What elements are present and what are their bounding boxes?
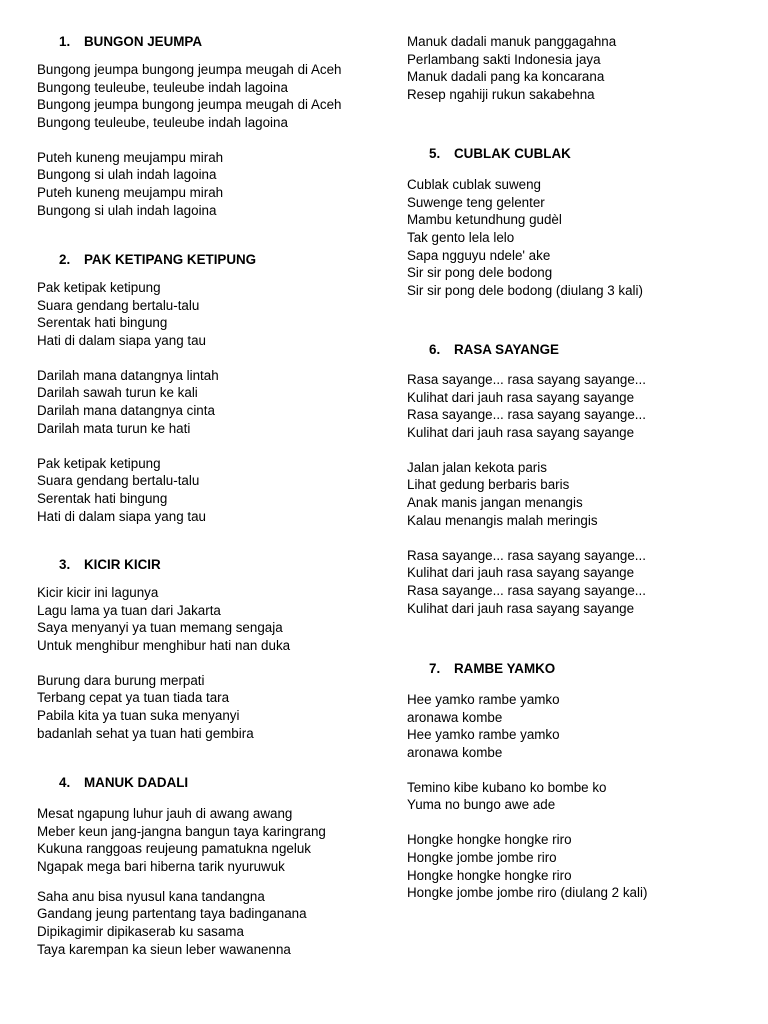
song-number: 7.: [429, 661, 441, 676]
stanza: [37, 672, 377, 743]
song-4: [37, 774, 377, 959]
lyric-line: Suara gendang bertalu-talu: [37, 473, 200, 489]
song-name: PAK KETIPANG KETIPUNG: [84, 252, 257, 267]
lyric-line: Jalan jalan kekota paris: [407, 459, 547, 475]
lyric-line: Bungong si ulah indah lagoina: [37, 167, 217, 183]
lyric-line: Lihat gedung berbaris baris: [407, 477, 570, 493]
lyric-line: Taya karempan ka sieun leber wawanenna: [37, 941, 291, 957]
song-number: 5.: [429, 146, 441, 161]
stanza: [407, 779, 747, 814]
song-name: CUBLAK CUBLAK: [454, 146, 571, 161]
stanza: [407, 459, 747, 530]
song-name: RAMBE YAMKO: [454, 661, 556, 676]
song-7: [407, 660, 747, 902]
lyric-line: Kulihat dari jauh rasa sayang sayange: [407, 389, 635, 405]
lyric-line: Rasa sayange... rasa sayang sayange...: [407, 372, 646, 387]
lyric-line: Temino kibe kubano ko bombe ko: [407, 779, 607, 795]
song-title: [407, 660, 747, 678]
song-title: [37, 33, 377, 51]
lyric-line: Pak ketipak ketipung: [37, 280, 161, 295]
song-name: KICIR KICIR: [84, 557, 161, 572]
lyric-line: Mambu ketundhung gudèl: [407, 212, 562, 228]
lyric-line: Burung dara burung merpati: [37, 672, 205, 688]
lyric-line: Saya menyanyi ya tuan memang sengaja: [37, 620, 283, 636]
lyric-line: Gandang jeung partentang taya badinganana: [37, 906, 307, 922]
lyric-line: Rasa sayange... rasa sayang sayange...: [407, 407, 646, 423]
lyric-line: Hongke hongke hongke riro: [407, 832, 572, 848]
stanza: [37, 805, 377, 876]
song-1: [37, 33, 377, 220]
lyric-line: Sir sir pong dele bodong (diulang 3 kali): [407, 283, 643, 299]
lyric-line: Untuk menghibur menghibur hati nan duka: [37, 638, 291, 654]
lyric-line: Kukuna ranggoas reujeung pamatukna ngeluk: [37, 841, 311, 857]
lyric-line: Rasa sayange... rasa sayang sayange...: [407, 547, 646, 563]
lyric-line: Manuk dadali manuk panggagahna: [407, 34, 617, 49]
lyric-line: Bungong jeumpa bungong jeumpa meugah di Aceh: [37, 97, 342, 113]
lyric-line: Hee yamko rambe yamko: [407, 727, 560, 743]
lyric-line: Serentak hati bingung: [37, 490, 168, 506]
lyric-line: Kulihat dari jauh rasa sayang sayange: [407, 600, 635, 616]
lyric-line: Kalau menangis malah meringis: [407, 512, 598, 528]
lyric-line: Bungong teuleube, teuleube indah lagoina: [37, 79, 288, 95]
stanza: [407, 33, 747, 104]
stanza: [37, 455, 377, 526]
lyric-line: Bungong jeumpa bungong jeumpa meugah di Aceh: [37, 62, 342, 77]
lyric-line: Anak manis jangan menangis: [407, 495, 583, 511]
lyric-line: Bungong teuleube, teuleube indah lagoina: [37, 115, 288, 131]
lyric-line: Serentak hati bingung: [37, 315, 168, 331]
lyric-line: Dipikagimir dipikaserab ku sasama: [37, 924, 244, 940]
song-3: [37, 556, 377, 743]
lyric-line: Darilah mana datangnya lintah: [37, 367, 219, 383]
song-2: [37, 251, 377, 525]
stanza: [407, 547, 747, 618]
lyric-line: Puteh kuneng meujampu mirah: [37, 149, 224, 165]
song-title: [37, 556, 377, 574]
lyric-line: Cublak cublak suweng: [407, 177, 541, 192]
song-4-continued: [407, 33, 747, 104]
song-number: 1.: [59, 34, 71, 49]
lyric-line: Saha anu bisa nyusul kana tandangna: [37, 888, 265, 904]
stanza: [407, 176, 747, 300]
lyric-line: Sir sir pong dele bodong: [407, 265, 553, 281]
stanza: [37, 367, 377, 438]
lyric-line: Suara gendang bertalu-talu: [37, 297, 200, 313]
lyric-line: Ngapak mega bari hiberna tarik nyuruwuk: [37, 859, 285, 875]
lyric-line: Yuma no bungo awe ade: [407, 797, 556, 813]
song-name: RASA SAYANGE: [454, 342, 559, 357]
lyric-line: Suwenge teng gelenter: [407, 194, 545, 210]
lyric-line: Hongke jombe jombe riro (diulang 2 kali): [407, 885, 648, 901]
song-title: [37, 251, 377, 269]
song-title: [407, 341, 747, 359]
lyric-line: Darilah mana datangnya cinta: [37, 403, 215, 419]
lyric-line: Pabila kita ya tuan suka menyanyi: [37, 708, 240, 724]
lyric-line: Pak ketipak ketipung: [37, 455, 161, 471]
lyric-line: badanlah sehat ya tuan hati gembira: [37, 725, 254, 741]
song-5: [407, 145, 747, 300]
lyric-line: Kicir kicir ini lagunya: [37, 585, 159, 600]
lyric-line: Hongke hongke hongke riro: [407, 867, 572, 883]
lyric-line: Perlambang sakti Indonesia jaya: [407, 51, 601, 67]
lyric-line: Darilah mata turun ke hati: [37, 420, 191, 436]
stanza: [37, 584, 377, 655]
song-number: 4.: [59, 775, 71, 790]
song-title: [407, 145, 747, 163]
lyric-line: Mesat ngapung luhur jauh di awang awang: [37, 806, 293, 821]
lyric-line: Manuk dadali pang ka koncarana: [407, 69, 605, 85]
lyric-line: Puteh kuneng meujampu mirah: [37, 185, 224, 201]
lyric-line: Hati di dalam siapa yang tau: [37, 508, 206, 524]
lyric-line: Hongke jombe jombe riro: [407, 849, 557, 865]
lyric-line: Hee yamko rambe yamko: [407, 692, 560, 707]
lyric-line: Tak gento lela lelo: [407, 230, 515, 246]
lyric-line: aronawa kombe: [407, 745, 503, 761]
stanza: [37, 149, 377, 220]
lyric-line: Meber keun jang-jangna bangun taya karingrang: [37, 823, 326, 839]
song-number: 3.: [59, 557, 71, 572]
lyric-line: Resep ngahiji rukun sakabehna: [407, 87, 595, 103]
stanza: [407, 371, 747, 442]
song-number: 2.: [59, 252, 71, 267]
stanza: [37, 61, 377, 132]
lyric-line: Darilah sawah turun ke kali: [37, 385, 198, 401]
lyric-line: Hati di dalam siapa yang tau: [37, 333, 206, 349]
stanza: [37, 279, 377, 350]
lyric-line: Sapa ngguyu ndele' ake: [407, 247, 551, 263]
lyric-line: Lagu lama ya tuan dari Jakarta: [37, 602, 221, 618]
lyric-line: Rasa sayange... rasa sayang sayange...: [407, 582, 646, 598]
stanza: [37, 888, 377, 959]
song-number: 6.: [429, 342, 441, 357]
song-name: MANUK DADALI: [84, 775, 189, 790]
lyric-line: Kulihat dari jauh rasa sayang sayange: [407, 565, 635, 581]
stanza: [407, 831, 747, 902]
lyric-line: Terbang cepat ya tuan tiada tara: [37, 690, 230, 706]
lyric-line: Kulihat dari jauh rasa sayang sayange: [407, 425, 635, 441]
song-name: BUNGON JEUMPA: [84, 34, 203, 49]
lyric-line: aronawa kombe: [407, 709, 503, 725]
lyric-line: Bungong si ulah indah lagoina: [37, 202, 217, 218]
stanza: [407, 691, 747, 762]
song-title: [37, 774, 377, 792]
song-6: [407, 341, 747, 617]
